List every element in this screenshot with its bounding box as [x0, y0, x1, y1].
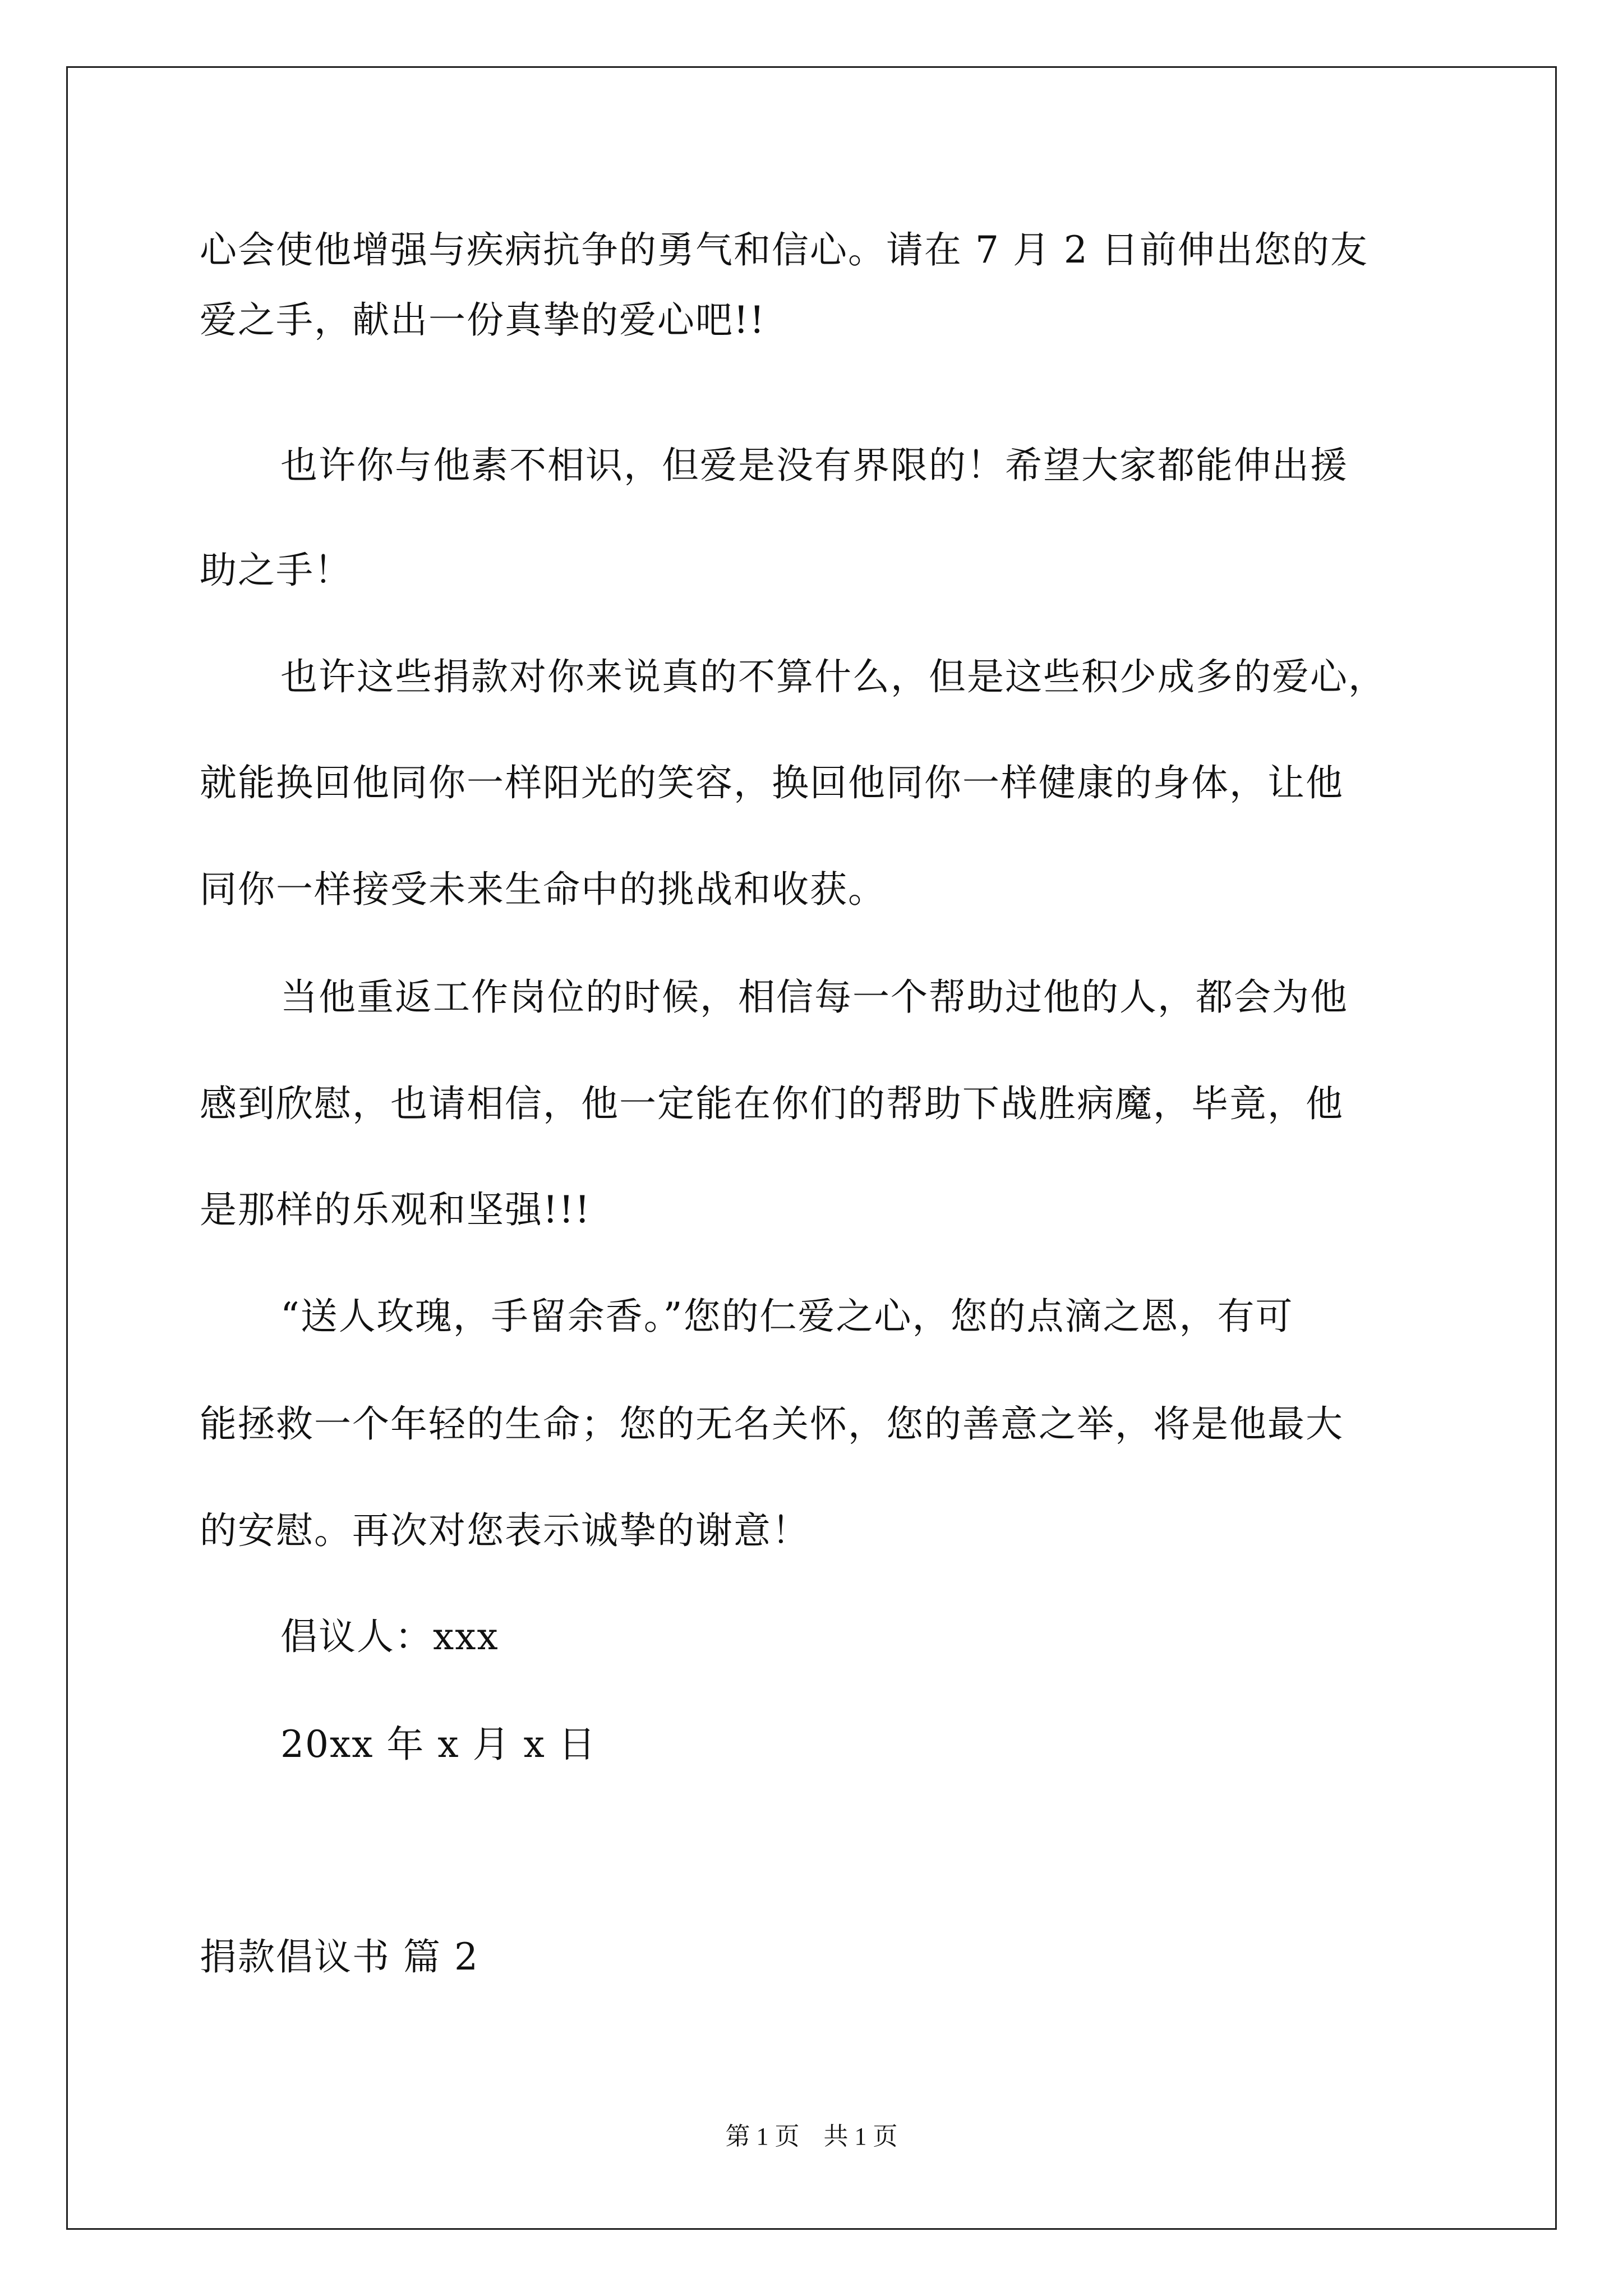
paragraph-line: 能拯救一个年轻的生命；您的无名关怀，您的善意之举，将是他最大 — [200, 1402, 1344, 1446]
page-total: 共 1 页 — [823, 2123, 898, 2150]
page-frame — [66, 66, 1557, 2230]
signature-line: 倡议人：xxx — [280, 1615, 499, 1658]
paragraph-line: 也许你与他素不相识，但爱是没有界限的！希望大家都能伸出援 — [280, 444, 1348, 487]
paragraph-line: 心会使他增强与疾病抗争的勇气和信心。请在 7 月 2 日前伸出您的友 — [200, 228, 1368, 272]
page-number: 第 1 页 — [725, 2123, 800, 2150]
paragraph-line: 的安慰。再次对您表示诚挚的谢意！ — [200, 1509, 810, 1552]
paragraph-line: 感到欣慰，也请相信，他一定能在你们的帮助下战胜病魔，毕竟，他 — [200, 1082, 1344, 1125]
section-heading: 捐款倡议书 篇 2 — [200, 1935, 479, 1978]
paragraph-line: 助之手！ — [200, 549, 352, 592]
page-footer — [0, 2124, 1623, 2149]
paragraph-line: “送人玫瑰，手留余香。”您的仁爱之心，您的点滴之恩，有可 — [280, 1295, 1294, 1338]
paragraph-line: 就能换回他同你一样阳光的笑容，换回他同你一样健康的身体，让他 — [200, 761, 1344, 804]
paragraph-line: 同你一样接受未来生命中的挑战和收获。 — [200, 868, 886, 911]
paragraph-line: 是那样的乐观和坚强!!! — [200, 1188, 591, 1231]
paragraph-line: 爱之手，献出一份真挚的爱心吧!! — [200, 298, 766, 342]
paragraph-line: 也许这些捐款对你来说真的不算什么，但是这些积少成多的爱心， — [280, 655, 1386, 698]
paragraph-line: 当他重返工作岗位的时候，相信每一个帮助过他的人，都会为他 — [280, 976, 1348, 1019]
date-line: 20xx 年 x 月 x 日 — [280, 1723, 597, 1766]
